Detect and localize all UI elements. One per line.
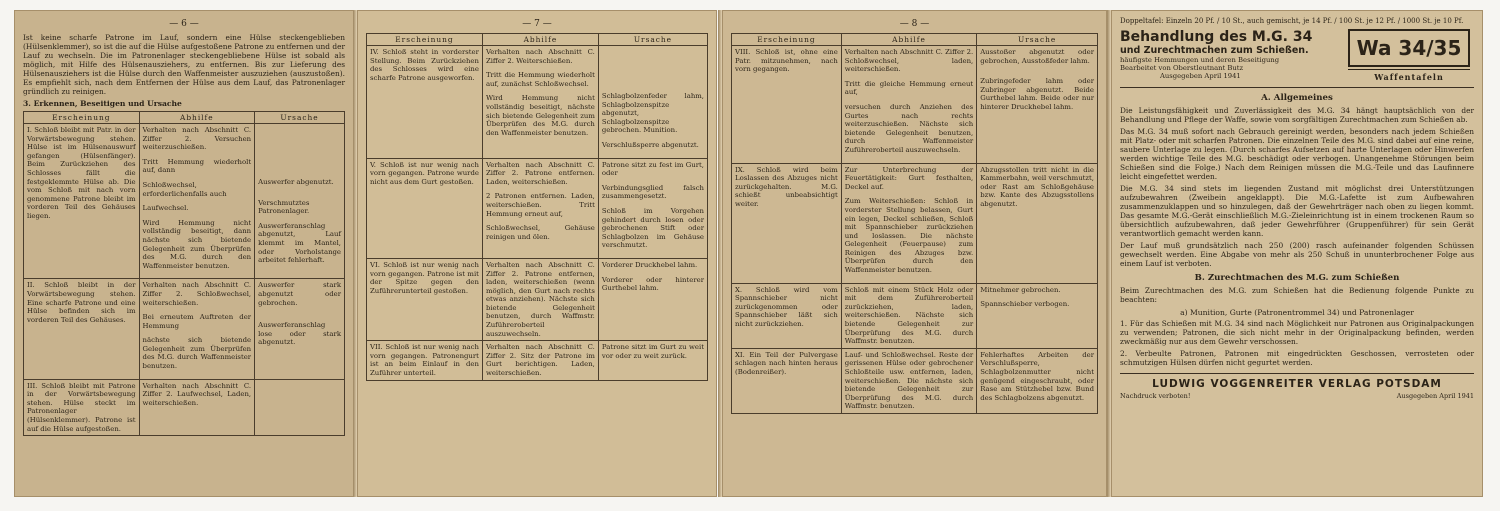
abhilfe-text: Verhalten nach Abschnitt C. Ziffer 2. Weiterschießen. — [485, 48, 595, 65]
ursache-text: Verschlußsperre abgenutzt. — [601, 140, 699, 149]
col-erscheinung: Erscheinung — [24, 112, 140, 124]
publisher: LUDWIG VOGGENREITER VERLAG POTSDAM — [1120, 373, 1474, 390]
subtitle-line: häufigste Hemmungen und deren Beseitigung — [1120, 56, 1280, 64]
abhilfe-text: Schloßwechsel, erforderlichenfalls auch — [142, 180, 227, 198]
col-abhilfe: Abhilfe — [139, 112, 255, 124]
price-line: Doppeltafel: Einzeln 20 Pf. / 10 St., auch gemischt, je 14 Pf. / 100 St. je 12 Pf. / 1000 St. je 10 Pf. — [1120, 17, 1464, 25]
col-ursache: Ursache — [598, 34, 707, 46]
cell-abhilfe — [139, 124, 255, 279]
ursache-text: Zubringefeder lahm oder Zubringer abgenutzt. Beide Gurthebel lahm. Beide oder nur hinterer Druckhebel lahm. — [980, 77, 1094, 111]
col-ursache: Ursache — [255, 112, 345, 124]
cell-erscheinung: XI. Ein Teil der Pulvergase schlagen nach hinten heraus (Bodenreißer). — [732, 348, 842, 413]
cell-abhilfe: Verhalten nach Abschnitt C. Ziffer 2. Patrone entfernen, laden, weiterschießen (wenn möglich, den Gurt nach rechts etwas anziehen). Nächste sich bietende Gelegenheit benutzen, durch Waffmstr. Zuführeroberteil auszuwechseln. — [482, 258, 598, 340]
cell-ursache — [598, 158, 707, 258]
abhilfe-text: Verhalten nach Abschnitt C. Ziffer 2. Versuchen weiterzuschießen. — [142, 126, 252, 152]
section-a-text: Das M.G. 34 muß sofort nach Gebrauch gereinigt werden, besonders nach jedem Schießen mit Platz- oder mit scharfen Patronen. Die einzelnen Teile des M.G. sind dabei auf eine reine, saubere Unterlage zu legen. (Durch scharfes Aufsetzen auf harte Unterlagen oder Hinwerfen werden wichtige Teile des M.G. beschädigt oder verbogen. Unangenehme Störungen beim Schießen sind die Folge.) Nach dem Reinigen müssen die M.G.-Teile und das Laufinnere leicht eingefettet werden. — [1120, 127, 1474, 181]
cell-erscheinung: I. Schloß bleibt mit Patr. in der Vorwärtsbewegung stehen. Hülse ist im Hülsenauswurf gefangen (Hülsenfänger). Beim Zurückziehen des Schlosses fällt die festgeklemmte Hülse ab. Die vom Schloß mit nach vorn genommene Patrone bleibt im vorderen Teil des Gehäuses liegen. — [24, 124, 140, 279]
cell-ursache: Patrone sitzt im Gurt zu weit vor oder zu weit zurück. — [598, 341, 707, 380]
cell-abhilfe: Verhalten nach Abschnitt C. Ziffer 2. Sitz der Patrone im Gurt berichtigen. Laden, weiterschießen. — [482, 341, 598, 380]
cell-abhilfe: Schloß mit einem Stück Holz oder mit dem Zuführeroberteil zurückziehen, laden, weiterschießen. Nächste sich bietende Gelegenheit zur Überprüfung des M.G. durch Waffmstr. benutzen. — [841, 283, 976, 348]
page-6 — [14, 10, 354, 497]
cell-abhilfe — [841, 163, 976, 283]
col-abhilfe: Abhilfe — [841, 34, 976, 46]
ursache-text: Verschmutztes Patronenlager. — [258, 198, 310, 216]
table-row — [367, 46, 708, 159]
ursache-text: Patrone sitzt zu fest im Gurt, oder — [601, 160, 704, 178]
table-row — [367, 158, 708, 258]
cell-abhilfe: Verhalten nach Abschnitt C. Ziffer 2. Laufwechsel, Laden, weiterschießen. — [139, 379, 255, 436]
cell-erscheinung: V. Schloß ist nur wenig nach vorn gegangen. Patrone wurde nicht aus dem Gurt gestoßen. — [367, 158, 483, 258]
ursache-text: Vorderer oder hinterer Gurthebel lahm. — [601, 275, 704, 293]
cell-abhilfe — [841, 46, 976, 164]
cell-ursache — [977, 46, 1098, 164]
abhilfe-text: Bei erneutem Auftreten der Hemmung — [142, 313, 252, 330]
abhilfe-text: Zur Unterbrechung der Feuertätigkeit: Gurt festhalten, Deckel auf. — [844, 165, 974, 191]
page-7 — [357, 10, 717, 497]
section-a-text: Die M.G. 34 sind stets im liegenden Zustand mit möglichst drei Unterstützungen aufzubewahren (Zweibein angeklappt). Die M.G.-Lafette ist zum Aufbewahren zusammenzuklappen und so hinzulegen, daß der Gewehrträger nach oben zu liegen kommt. Das gesamte M.G.-Gerät einschließlich M.G.-Zieleinrichtung ist in einem trockenen Raum so übersichtlich aufzubewahren, daß jeder Gewehrführer (Gruppenführer) für sein Gerät verantwortlich gemacht werden kann. — [1120, 184, 1474, 238]
abhilfe-text: Wird Hemmung nicht vollständig beseitigt, dann nächste sich bietende Gelegenheit zum Überprüfen des M.G. durch den Waffenmeister benutzen. — [142, 218, 252, 270]
page-number: — 8 — — [899, 19, 930, 29]
footer — [1120, 392, 1474, 400]
abhilfe-text: Tritt die gleiche Hemmung erneut auf, — [844, 79, 974, 97]
col-ursache: Ursache — [977, 34, 1098, 46]
page-number: — 7 — — [522, 19, 552, 29]
abhilfe-text: Zum Weiterschießen: Schloß in vorderster Stellung belassen, Gurt ein legen, Deckel schließen, Schloß mit Spannschieber zurückziehen und loslassen. Die nächste Gelegenheit (Feuerpause) zum Reinigen des Abzuges bzw. Überprüfen durch den Waffenmeister benutzen. — [844, 197, 974, 275]
page-number: — 6 — — [169, 19, 199, 29]
abhilfe-text: Tritt Hemmung wiederholt auf, dann — [142, 157, 252, 175]
issued-date: Ausgegeben April 1941 — [1160, 72, 1241, 80]
cell-abhilfe — [482, 46, 598, 159]
cell-erscheinung: VI. Schloß ist nur wenig nach vorn gegangen. Patrone ist mit der Spitze gegen den Zuführerunterteil gestoßen. — [367, 258, 483, 340]
ursache-text: Auswerfer stark abgenutzt oder gebrochen. — [258, 281, 341, 307]
abhilfe-text: Wird Hemmung nicht vollständig beseitigt, nächste sich bietende Gelegenheit zum Überprüfen des M.G. durch den Waffenmeister benutzen. — [485, 94, 595, 137]
cell-ursache — [255, 279, 345, 379]
list-item: 2. Verbeulte Patronen, Patronen mit eingedrückten Geschossen, verrosteten oder schmutzigen Hülsen dürfen nicht gegurtet werden. — [1120, 349, 1474, 367]
reprint-notice: Nachdruck verboten! — [1120, 392, 1191, 400]
abhilfe-text: nächste sich bietende Gelegenheit zum Überprüfen des M.G. durch Waffenmeister benutzen. — [142, 336, 252, 371]
table-row — [24, 279, 345, 379]
section-heading: 3. Erkennen, Beseitigen und Ursache — [23, 99, 182, 108]
ursache-text: Vorderer Druckhebel lahm. — [601, 260, 698, 269]
cell-erscheinung: VII. Schloß ist nur wenig nach vorn gegangen. Patronengurt ist an beim Einlauf in den Zuführer unterteil. — [367, 341, 483, 380]
issued-footer: Ausgegeben April 1941 — [1396, 392, 1474, 400]
author: Bearbeitet von Oberstleutnant Butz — [1120, 64, 1244, 72]
cell-erscheinung: III. Schloß bleibt mit Patrone in der Vorwärtsbewegung stehen. Hülse steckt im Patronenlager (Hülsenklemmer). Patrone ist auf die Hülse aufgestoßen. — [24, 379, 140, 436]
section-a-text: Der Lauf muß grundsätzlich nach 250 (200) rasch aufeinander folgenden Schüssen gewechselt werden. Eine Abgabe von mehr als 250 Schuß in ununterbrochener Folge aus einem Lauf ist verboten. — [1120, 241, 1474, 268]
col-erscheinung: Erscheinung — [732, 34, 842, 46]
table-row — [24, 124, 345, 279]
cell-abhilfe: Lauf- und Schloßwechsel. Reste der gerissenen Hülse oder gebrochener Schloßteile usw. entfernen, laden, weiterschießen. Die nächste sich bietende Gelegenheit zur Überprüfung des M.G. durch Waffmstr. benutzen. — [841, 348, 976, 413]
section-a-heading: A. Allgemeines — [1261, 93, 1333, 103]
cell-erscheinung: VIII. Schloß ist, ohne eine Patr. mitzunehmen, nach vorn gegangen. — [732, 46, 842, 164]
cover-page — [1111, 10, 1483, 497]
series-label: Waffentafeln — [1348, 69, 1470, 82]
page-8 — [722, 10, 1107, 497]
table-row — [732, 348, 1098, 413]
subtitle: und Zurechtmachen zum Schießen. — [1120, 45, 1309, 56]
ursache-text: Spannschieber verbogen. — [980, 300, 1070, 309]
col-abhilfe: Abhilfe — [482, 34, 598, 46]
cell-ursache — [255, 379, 345, 436]
ursache-text: Auswerferanschlag lose oder stark abgenutzt. — [258, 321, 341, 347]
abhilfe-text: Verhalten nach Abschnitt C. Ziffer 2. Schloßwechsel, laden, weiterschießen. — [844, 48, 974, 74]
ursache-text: Auswerfer abgenutzt. — [258, 178, 334, 186]
intro-paragraph: Ist keine scharfe Patrone im Lauf, sondern eine Hülse steckengeblieben (Hülsenklemmer), so ist die auf die Hülse aufgestoßene Patrone zu entfernen und der Lauf zu wechseln. Die im Patronenlager steckengebliebene Hülse ist sobald als möglich, mit Hilfe des Hülsenausziehers, zu entfernen. Bis zur Lieferung des Hülsenausziehers ist die Hülse durch den Waffenmeister auszuziehen (auszustoßen). Es empfiehlt sich, nach dem Entfernen der Hülse aus dem Lauf, das Patronenlager gründlich zu reinigen. — [23, 33, 345, 96]
abhilfe-text: Verhalten nach Abschnitt C. Ziffer 2. Schloßwechsel, weiterschießen. — [142, 281, 252, 307]
abhilfe-text: Laufwechsel. — [142, 204, 189, 213]
cell-erscheinung: II. Schloß bleibt in der Vorwärtsbewegung stehen. Eine scharfe Patrone und eine Hülse befinden sich im vorderen Teil des Gehäuses. — [24, 279, 140, 379]
ursache-text: Schloß im Vorgehen gehindert durch losen oder gebrochenen Stift oder Schlagbolzen im Gehäuse verschmutzt. — [601, 206, 704, 250]
table-row — [732, 46, 1098, 164]
cell-ursache: Abzugsstollen tritt nicht in die Kammerbahn, weil verschmutzt, oder Rast am Schloßgehäuse bzw. Kante des Abzugsstollens abgenutzt. — [977, 163, 1098, 283]
abhilfe-text: 2 Patronen entfernen. Laden, weiterschießen. Tritt Hemmung erneut auf, — [485, 192, 595, 218]
list-item: 1. Für das Schießen mit M.G. 34 sind nach Möglichkeit nur Patronen aus Originalpackungen zu verwenden; Patronen, die sich nicht mehr in der Originalpackung befinden, werden zweckmäßig nur aus dem Gewehr verschossen. — [1120, 319, 1474, 346]
cell-ursache — [598, 258, 707, 340]
cell-erscheinung: IX. Schloß wird beim Loslassen des Abzuges nicht zurückgehalten. M.G. schießt unbeabsichtigt weiter. — [732, 163, 842, 283]
cell-ursache: Fehlerhaftes Arbeiten der Verschlußsperre, Schlagbolzenmutter nicht genügend eingeschraubt, oder Rase am Stützhebel bzw. Bund des Schlagbolzens abgenutzt. — [977, 348, 1098, 413]
troubleshoot-table — [731, 33, 1098, 414]
cover-header — [1120, 29, 1474, 88]
table-row — [367, 258, 708, 340]
col-erscheinung: Erscheinung — [367, 34, 483, 46]
ursache-text: Mitnehmer gebrochen. — [980, 285, 1061, 294]
main-title: Behandlung des M.G. 34 — [1120, 29, 1313, 45]
section-a-text: Die Leistungsfähigkeit und Zuverlässigkeit des M.G. 34 hängt hauptsächlich von der Behandlung und Pflege der Waffe, sowie vom sorgfältigen Zurechtmachen zum Schießen ab. — [1120, 106, 1474, 124]
troubleshoot-table — [23, 111, 345, 436]
table-row — [732, 163, 1098, 283]
ursache-text: Auswerferanschlag abgenutzt, Lauf klemmt im Mantel, oder Vorholstange arbeitet fehlerhaft. — [258, 221, 341, 265]
abhilfe-text: Schloßwechsel, Gehäuse reinigen und ölen. — [485, 224, 595, 241]
table-row — [367, 341, 708, 380]
cell-abhilfe — [482, 158, 598, 258]
subsection-heading: a) Munition, Gurte (Patronentrommel 34) und Patronenlager — [1180, 308, 1414, 317]
section-b-heading: B. Zurechtmachen des M.G. zum Schießen — [1194, 273, 1400, 283]
troubleshoot-table — [366, 33, 708, 381]
abhilfe-text: Verhalten nach Abschnitt C. Ziffer 2. Patrone entfernen. Laden, weiterschießen. — [485, 160, 595, 186]
cell-abhilfe — [139, 279, 255, 379]
table-row — [732, 283, 1098, 348]
ursache-text: Schlagbolzenfeder lahm, Schlagbolzenspitze abgenutzt, Schlagbolzenspitze gebrochen. Munition. — [601, 92, 704, 135]
ursache-text: Ausstoßer abgenutzt oder gebrochen, Ausstoßfeder lahm. — [980, 48, 1094, 65]
cell-ursache — [598, 46, 707, 159]
table-code-box: Wa 34/35 — [1348, 29, 1470, 67]
table-row — [24, 379, 345, 436]
cell-erscheinung: IV. Schloß steht in vorderster Stellung. Beim Zurückziehen des Schlosses wird eine scharfe Patrone ausgeworfen. — [367, 46, 483, 159]
cell-erscheinung: X. Schloß wird vom Spannschieber nicht zurückgenommen oder Spannschieber läßt sich nicht zurückziehen. — [732, 283, 842, 348]
section-b-text: Beim Zurechtmachen des M.G. zum Schießen hat die Bedienung folgende Punkte zu beachten: — [1120, 286, 1474, 304]
cell-ursache — [977, 283, 1098, 348]
abhilfe-text: versuchen durch Anziehen des Gurtes nach rechts weiterzuschießen. Nächste sich bietende Gelegenheit benutzen, durch Waffenmeister Zuführeroberteil auszuwechseln. — [844, 102, 974, 154]
ursache-text: Verbindungsglied falsch zusammengesetzt. — [601, 183, 704, 201]
abhilfe-text: Tritt die Hemmung wiederholt auf, zunächst Schloßwechsel. — [485, 71, 595, 88]
cell-ursache — [255, 124, 345, 279]
